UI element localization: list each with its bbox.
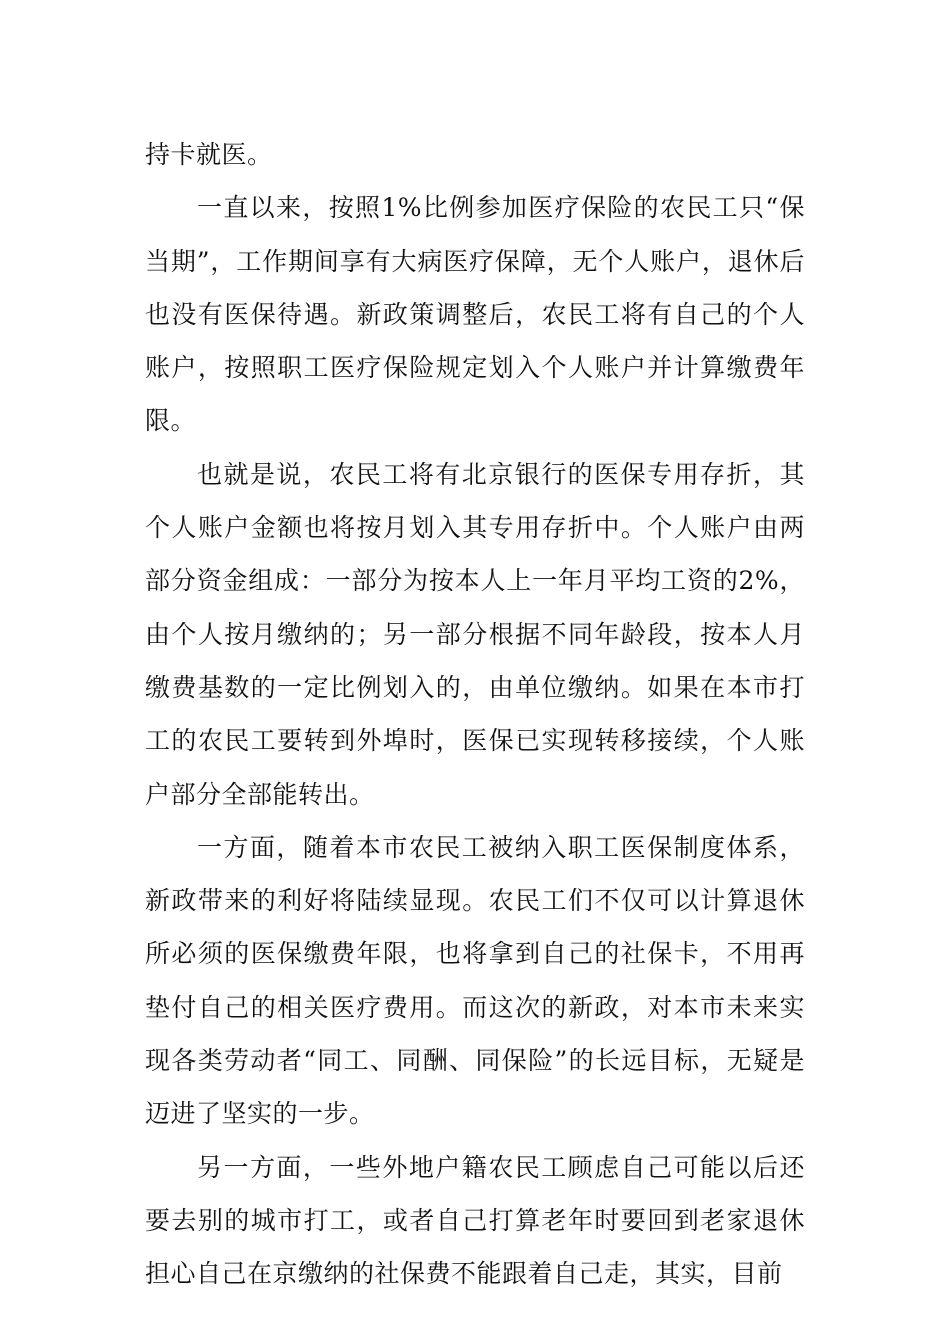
paragraph-continuation: 持卡就医。 <box>145 140 273 169</box>
document-body <box>145 128 805 1301</box>
paragraph-personal-account: 也就是说，农民工将有北京银行的医保专用存折，其个人账户金额也将按月划入其专用存折中。个人账户由两部分资金组成：一部分为按本人上一年月平均工资的2%，由个人按月缴纳的；另一部分根据不同年龄段，按本人月缴费基数的一定比例划入的，由单位缴纳。如果在本市打工的农民工要转到外埠时，医保已实现转移接续，个人账户部分全部能转出。 <box>145 459 805 809</box>
paragraph-policy-benefits: 一方面，随着本市农民工被纳入职工医保制度体系，新政带来的利好将陆续显现。农民工们不仅可以计算退休所必须的医保缴费年限，也将拿到自己的社保卡，不用再垫付自己的相关医疗费用。而这次的新政，对本市未来实现各类劳动者“同工、同酬、同保险”的长远目标，无疑是迈进了坚实的一步。 <box>145 832 805 1129</box>
paragraph-insurance-history: 一直以来，按照1%比例参加医疗保险的农民工只“保当期”，工作期间享有大病医疗保障，无个人账户，退休后也没有医保待遇。新政策调整后，农民工将有自己的个人账户，按照职工医疗保险规定划入个人账户并计算缴费年限。 <box>145 193 805 436</box>
paragraph-migrant-concerns: 另一方面，一些外地户籍农民工顾虑自己可能以后还要去别的城市打工，或者自己打算老年时要回到老家退休担心自己在京缴纳的社保费不能跟着自己走，其实，目前 <box>145 1152 805 1289</box>
